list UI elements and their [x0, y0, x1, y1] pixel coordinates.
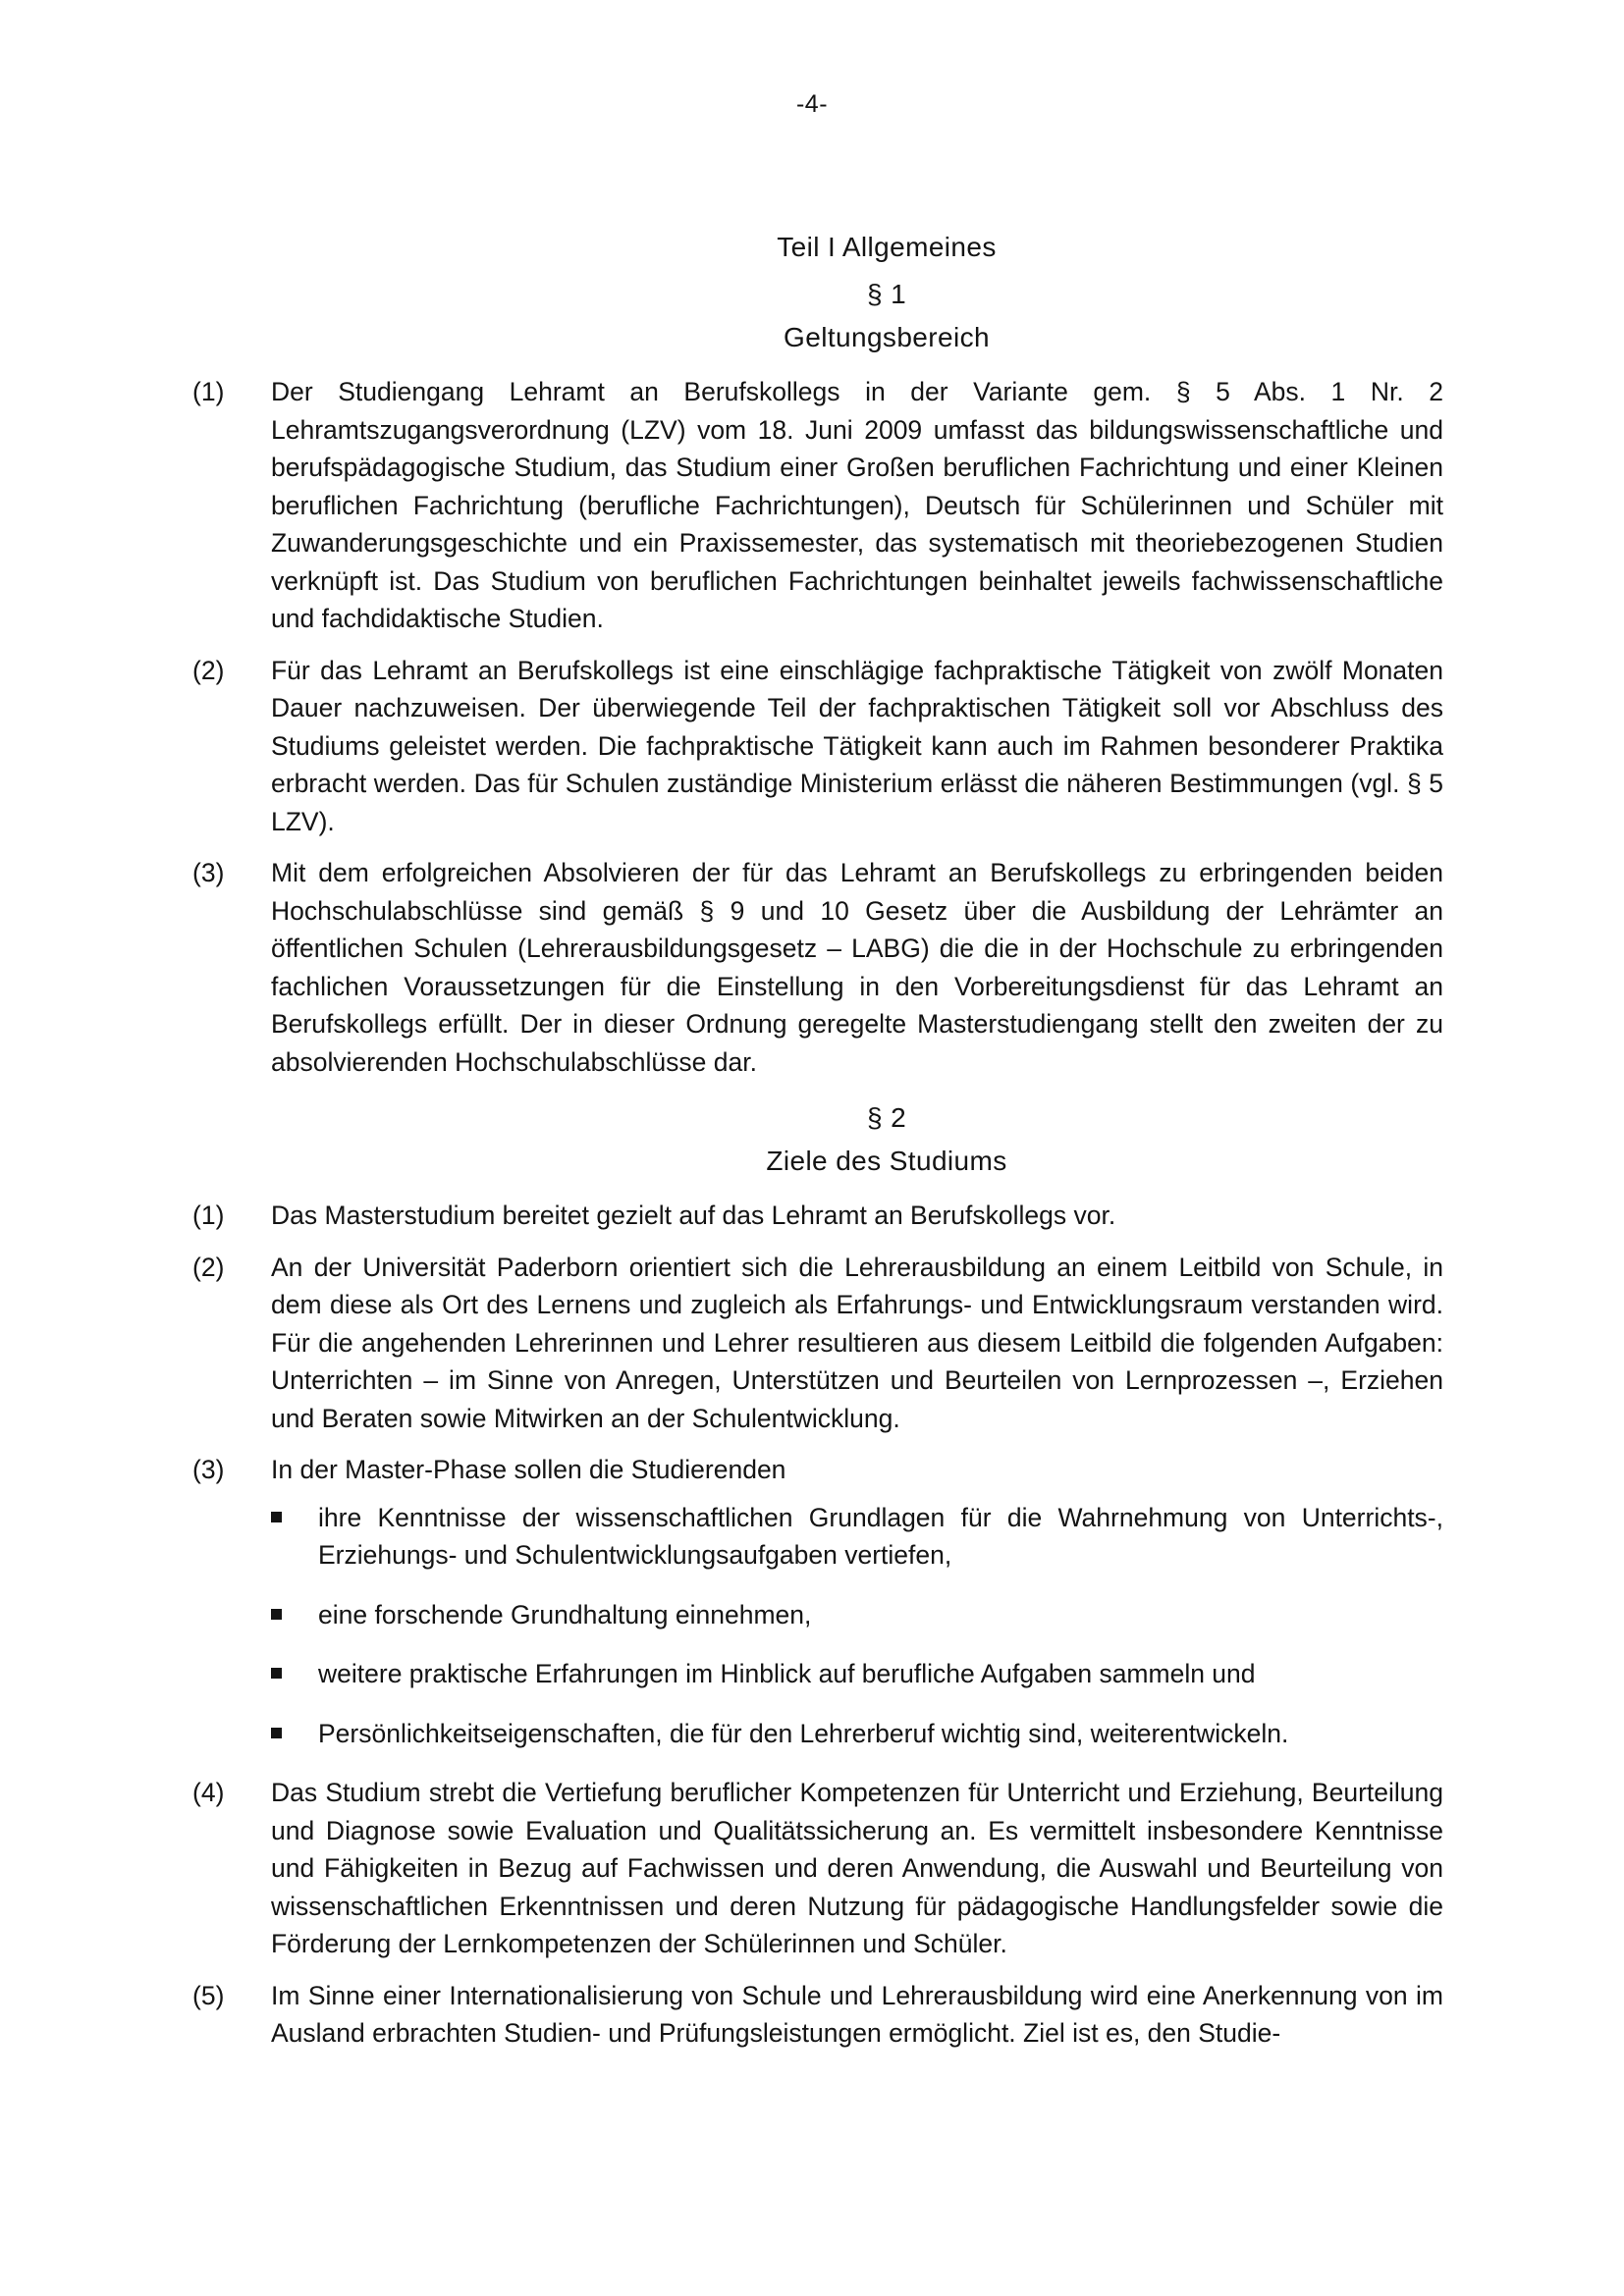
paragraph-number: (1)	[192, 1201, 225, 1230]
paragraph-number: (5)	[192, 1980, 225, 2010]
paragraph	[192, 1197, 1443, 1235]
list-item	[271, 1715, 1443, 1753]
document-body	[192, 226, 1443, 2053]
square-bullet-icon	[271, 1668, 282, 1679]
paragraph-text: Das Studium strebt die Vertiefung beruflicher Kompetenzen für Unterricht und Erziehung, Beurteilung und Diagnose sowie Evaluation und Qualitätssicherung an. Es vermittelt insbesondere Kenntnisse und Fähigkeiten in Bezug auf Fachwissen und deren Anwendung, die Auswahl und Beurteilung von wissenschaftlichen Erkenntnissen und deren Nutzung für pädagogische Handlungsfelder sowie die Förderung der Lernkompetenzen der Schülerinnen und Schüler.	[271, 1778, 1443, 1958]
list-item-text: Persönlichkeitseigenschaften, die für den Lehrerberuf wichtig sind, weiterentwickeln.	[318, 1718, 1289, 1748]
paragraph-text: In der Master-Phase sollen die Studierenden	[271, 1455, 786, 1484]
paragraph-text: Der Studiengang Lehramt an Berufskollegs in der Variante gem. § 5 Abs. 1 Nr. 2 Lehramtszugangsverordnung (LZV) vom 18. Juni 2009 umfasst das bildungswissenschaftliche und berufspädagogische Studium, das Studium einer Großen beruflichen Fachrichtung und einer Kleinen beruflichen Fachrichtung (berufliche Fachrichtungen), Deutsch für Schülerinnen und Schüler mit Zuwanderungsgeschichte und ein Praxissemester, das systematisch mit theoriebezogenen Studien verknüpft ist. Das Studium von beruflichen Fachrichtungen beinhaltet jeweils fachwissenschaftliche und fachdidaktische Studien.	[271, 377, 1443, 633]
square-bullet-icon	[271, 1728, 282, 1738]
paragraph	[192, 854, 1443, 1081]
section-title: Ziele des Studiums	[766, 1146, 1007, 1176]
paragraph	[192, 652, 1443, 841]
paragraph	[192, 1774, 1443, 1963]
section-title: Geltungsbereich	[784, 322, 990, 352]
paragraph-number: (1)	[192, 377, 225, 406]
paragraph-number: (3)	[192, 858, 225, 887]
list-item	[271, 1596, 1443, 1634]
bullet-list	[192, 1499, 1443, 1753]
list-item	[271, 1655, 1443, 1693]
paragraph-text: Für das Lehramt an Berufskollegs ist eine einschlägige fachpraktische Tätigkeit von zwölf Monaten Dauer nachzuweisen. Der überwiegende Teil der fachpraktischen Tätigkeit soll vor Abschluss des Studiums geleistet werden. Die fachpraktische Tätigkeit kann auch im Rahmen besonderer Praktika erbracht werden. Das für Schulen zuständige Ministerium erlässt die näheren Bestimmungen (vgl. § 5 LZV).	[271, 655, 1443, 836]
paragraph-number: (4)	[192, 1778, 225, 1807]
paragraph-text: Das Masterstudium bereitet gezielt auf das Lehramt an Berufskollegs vor.	[271, 1201, 1116, 1230]
paragraph	[192, 1451, 1443, 1489]
paragraph-text: Mit dem erfolgreichen Absolvieren der für das Lehramt an Berufskollegs zu erbringenden beiden Hochschulabschlüsse sind gemäß § 9 und 10 Gesetz über die Ausbildung der Lehrämter an öffentlichen Schulen (Lehrerausbildungsgesetz – LABG) die die in der Hochschule zu erbringenden fachlichen Voraussetzungen für die Einstellung in den Vorbereitungsdienst für das Lehramt an Berufskollegs erfüllt. Der in dieser Ordnung geregelte Masterstudiengang stellt den zweiten der zu absolvierenden Hochschulabschlüsse dar.	[271, 858, 1443, 1077]
list-item-text: eine forschende Grundhaltung einnehmen,	[318, 1599, 812, 1629]
square-bullet-icon	[271, 1609, 282, 1620]
square-bullet-icon	[271, 1512, 282, 1522]
paragraph-number: (2)	[192, 1252, 225, 1282]
paragraph-number: (2)	[192, 655, 225, 685]
section-symbol: § 1	[866, 279, 907, 309]
list-item	[271, 1499, 1443, 1575]
paragraph-number: (3)	[192, 1455, 225, 1484]
paragraph-text: Im Sinne einer Internationalisierung von Schule und Lehrerausbildung wird eine Anerkennung von im Ausland erbrachten Studien- und Prüfungsleistungen ermöglicht. Ziel ist es, den Studie-	[271, 1980, 1443, 2048]
section-symbol: § 2	[866, 1102, 907, 1133]
list-item-text: ihre Kenntnisse der wissenschaftlichen Grundlagen für die Wahrnehmung von Unterrichts-, Erziehungs- und Schulentwicklungsaufgaben vertiefen,	[318, 1502, 1443, 1570]
list-item-text: weitere praktische Erfahrungen im Hinblick auf berufliche Aufgaben sammeln und	[318, 1659, 1256, 1688]
paragraph	[192, 1249, 1443, 1438]
paragraph-text: An der Universität Paderborn orientiert sich die Lehrerausbildung an einem Leitbild von Schule, in dem diese als Ort des Lernens und zugleich als Erfahrungs- und Entwicklungsraum verstanden wird. Für die angehenden Lehrerinnen und Lehrer resultieren aus diesem Leitbild die folgenden Aufgaben: Unterrichten – im Sinne von Anregen, Unterstützen und Beurteilen von Lernprozessen –, Erziehen und Beraten sowie Mitwirken an der Schulentwicklung.	[271, 1252, 1443, 1433]
paragraph	[192, 1977, 1443, 2053]
part-title: Teil I Allgemeines	[777, 232, 997, 262]
page-number: -4-	[795, 90, 829, 118]
paragraph	[192, 373, 1443, 638]
